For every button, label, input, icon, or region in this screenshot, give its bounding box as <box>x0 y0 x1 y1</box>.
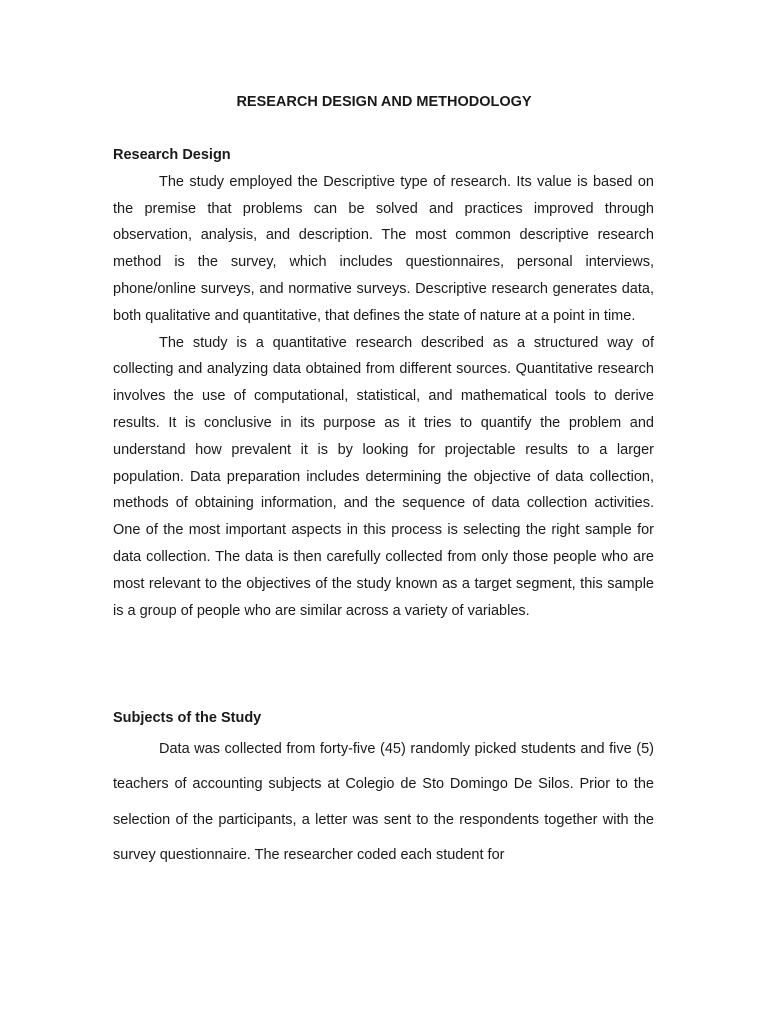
section-research-design <box>113 142 654 624</box>
paragraph-quantitative-research: The study is a quantitative research described as a structured way of collecting and analyzing data obtained from different sources. Quantitative research involves the use of computational, statistical, and mathematical tools to derive results. It is conclusive in its purpose as it tries to quantify the problem and understand how prevalent it is by looking for projectable results to a larger population. Data preparation includes determining the objective of data collection, methods of obtaining information, and the sequence of data collection activities. One of the most important aspects in this process is selecting the right sample for data collection. The data is then carefully collected from only those people who are most relevant to the objectives of the study known as a target segment, this sample is a group of people who are similar across a variety of variables. <box>113 334 654 619</box>
document-title: RESEARCH DESIGN AND METHODOLOGY <box>236 94 532 110</box>
section-heading-research-design: Research Design <box>113 147 231 163</box>
paragraph-data-collection: Data was collected from forty-five (45) randomly picked students and five (5) teachers of accounting subjects at Colegio de Sto Domingo De Silos. Prior to the selection of the participants, a letter was sent to the respondents together with the survey questionnaire. The researcher coded each student for <box>113 740 654 864</box>
section-heading-subjects: Subjects of the Study <box>113 710 262 726</box>
paragraph-descriptive-research: The study employed the Descriptive type of research. Its value is based on the premise that problems can be solved and practices improved through observation, analysis, and description. The most common descriptive research method is the survey, which includes questionnaires, personal interviews, phone/online surveys, and normative surveys. Descriptive research generates data, both qualitative and quantitative, that defines the state of nature at a point in time. <box>113 173 654 324</box>
section-subjects-of-study <box>113 705 654 874</box>
